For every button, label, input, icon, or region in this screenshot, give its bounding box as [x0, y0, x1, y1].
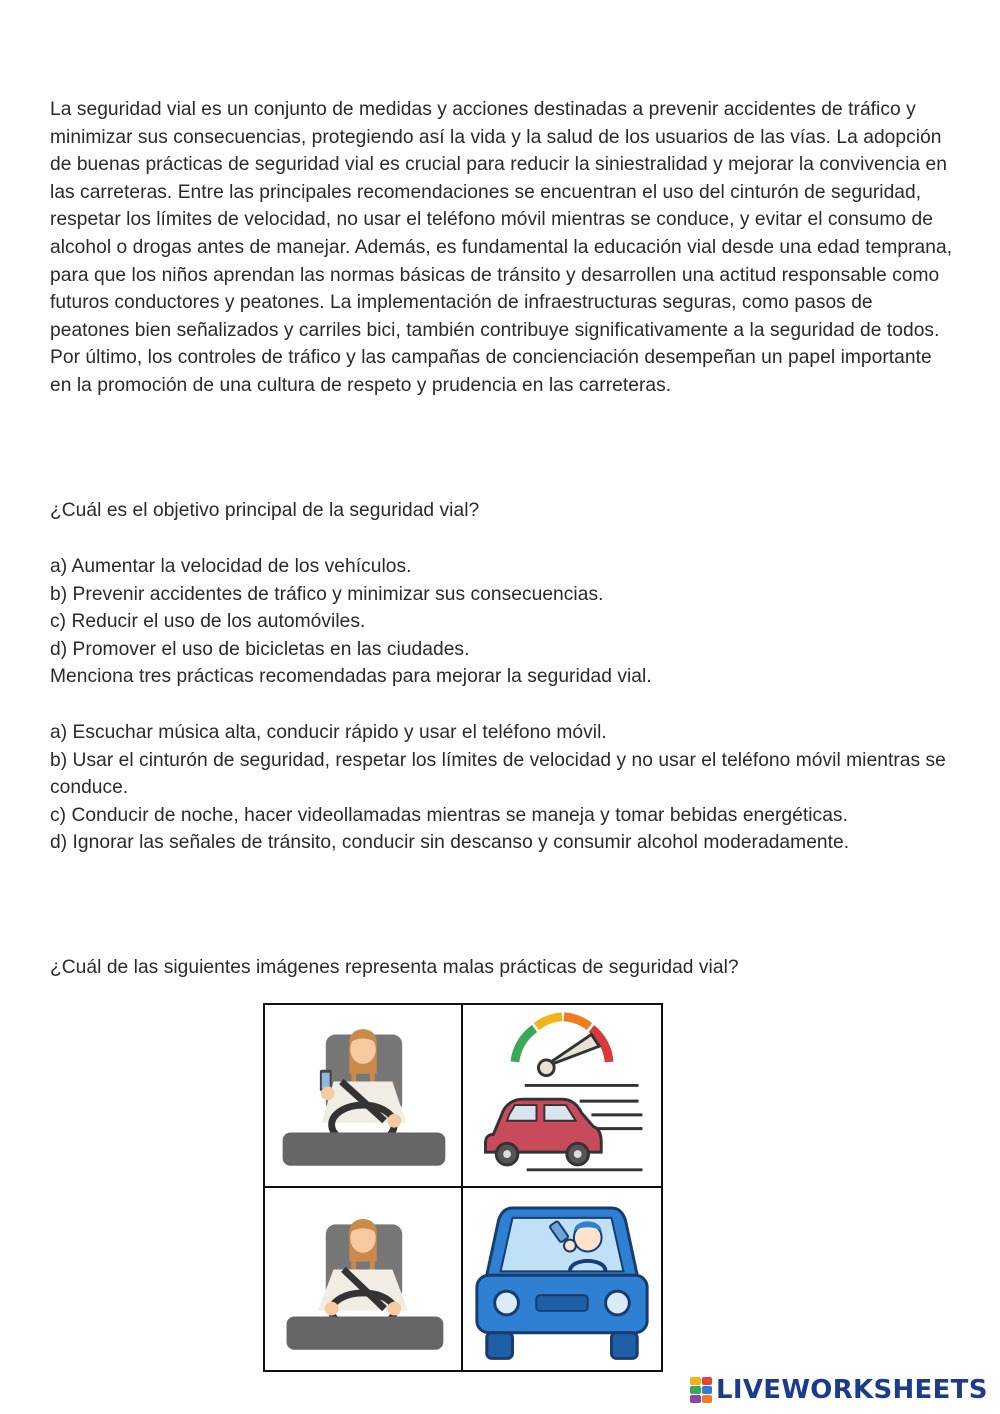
option-b[interactable]: b) Prevenir accidentes de tráfico y minimizar sus consecuencias.	[50, 583, 604, 605]
logo-text: LIVEWORKSHEETS	[716, 1375, 988, 1405]
option-a[interactable]: a) Aumentar la velocidad de los vehículos.	[50, 556, 412, 577]
image-option-2[interactable]	[463, 1005, 661, 1188]
driver-seatbelt-icon	[265, 1188, 461, 1371]
option-c[interactable]: c) Conducir de noche, hacer videollamadas mientras se maneja y tomar bebidas energéticas.	[50, 804, 848, 826]
liveworksheets-logo[interactable]	[690, 1374, 988, 1406]
question-1-options	[50, 553, 955, 691]
logo-mark-icon	[690, 1377, 712, 1403]
question-3: ¿Cuál de las siguientes imágenes representa malas prácticas de seguridad vial?	[50, 957, 739, 978]
option-d[interactable]: d) Ignorar las señales de tránsito, conducir sin descanso y consumir alcohol moderadamente.	[50, 832, 850, 854]
image-option-3[interactable]	[265, 1188, 463, 1371]
image-grid	[263, 1003, 663, 1372]
question-1: ¿Cuál es el objetivo principal de la seguridad vial?	[50, 500, 480, 521]
question-2: Menciona tres prácticas recomendadas para mejorar la seguridad vial.	[50, 666, 652, 688]
drinking-driver-icon	[463, 1188, 661, 1371]
question-2-options	[50, 719, 955, 857]
option-b[interactable]: b) Usar el cinturón de seguridad, respetar los límites de velocidad y no usar el teléfono móvil mientras se conduce.	[50, 749, 946, 799]
option-a[interactable]: a) Escuchar música alta, conducir rápido y usar el teléfono móvil.	[50, 722, 607, 743]
intro-paragraph: La seguridad vial es un conjunto de medidas y acciones destinadas a prevenir accidentes de tráfico y minimizar sus consecuencias, protegiendo así la vida y la salud de los usuarios de las vías. La adopción de buenas prácticas de seguridad vial es crucial para reducir la siniestralidad y mejorar la convivencia en las carreteras. Entre las principales recomendaciones se encuentran el uso del cinturón de seguridad, respetar los límites de velocidad, no usar el teléfono móvil mientras se conduce, y evitar el consumo de alcohol o drogas antes de manejar. Además, es fundamental la educación vial desde una edad temprana, para que los niños aprendan las normas básicas de tránsito y desarrollen una actitud responsable como futuros conductores y peatones. La implementación de infraestructuras seguras, como pasos de peatones bien señalizados y carriles bici, también contribuye significativamente a la seguridad de todos. Por último, los controles de tráfico y las campañas de concienciación desempeñan un papel importante en la promoción de una cultura de respeto y prudencia en las carreteras.	[50, 99, 953, 396]
speeding-car-icon	[463, 1005, 661, 1186]
driver-phone-icon	[265, 1005, 461, 1186]
image-option-1[interactable]	[265, 1005, 463, 1188]
option-d[interactable]: d) Promover el uso de bicicletas en las ciudades.	[50, 638, 470, 660]
image-option-4[interactable]	[463, 1188, 661, 1371]
option-c[interactable]: c) Reducir el uso de los automóviles.	[50, 611, 366, 633]
